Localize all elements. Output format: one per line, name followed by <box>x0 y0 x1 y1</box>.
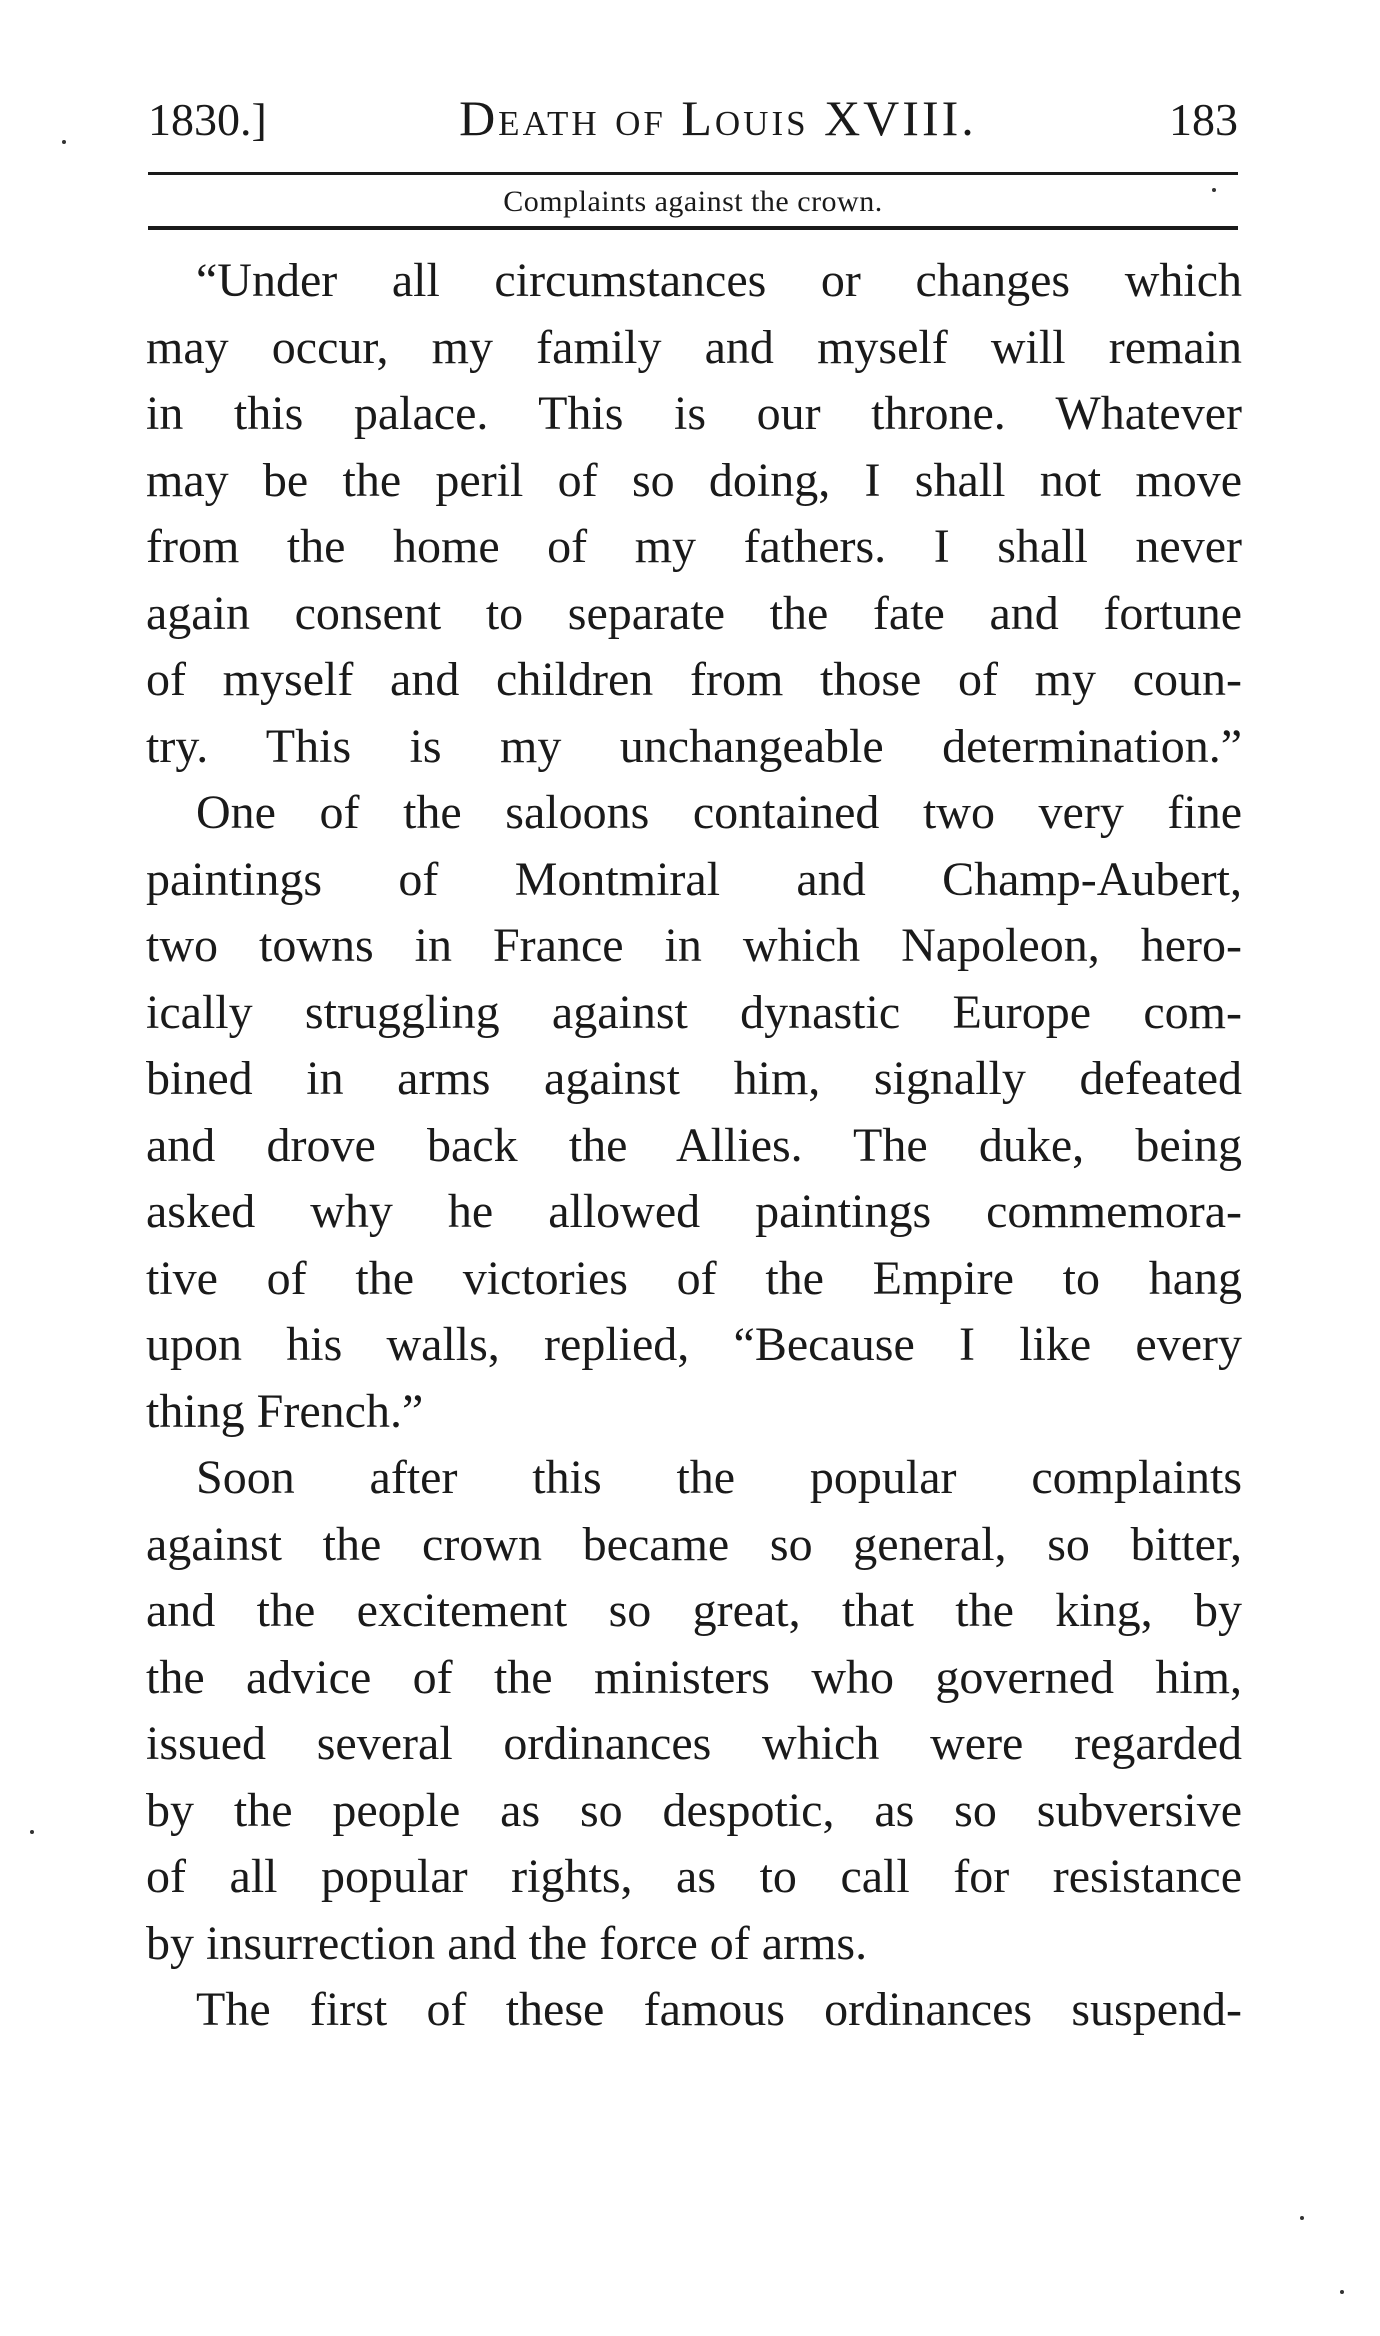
text-line: One of the saloons contained two very fine <box>196 786 1242 839</box>
text-line: from the home of my fathers. I shall never <box>146 520 1242 573</box>
text-line: paintings of Montmiral and Champ-Aubert, <box>146 852 1242 906</box>
scan-speck <box>1340 2290 1344 2294</box>
text-line: and the excitement so great, that the king, by <box>146 1584 1242 1637</box>
header-year: 1830.] <box>148 94 267 145</box>
text-line: try. This is my unchangeable determination.” <box>146 719 1242 773</box>
text-line: The first of these famous ordinances suspend- <box>196 1983 1242 2036</box>
header-title: Death of Louis XVIII. <box>459 90 977 146</box>
text-line: ically struggling against dynastic Europe com- <box>146 985 1242 1039</box>
text-line: asked why he allowed paintings commemora- <box>146 1185 1242 1238</box>
text-line: thing French.” <box>146 1384 424 1438</box>
text-line: the advice of the ministers who governed him, <box>146 1650 1242 1704</box>
text-line: in this palace. This is our throne. Whatever <box>146 387 1242 440</box>
scan-speck <box>1212 188 1216 192</box>
text-line: two towns in France in which Napoleon, hero- <box>146 919 1242 972</box>
text-line: of all popular rights, as to call for resistance <box>146 1850 1242 1903</box>
scan-speck <box>30 1830 34 1834</box>
text-line: and drove back the Allies. The duke, being <box>146 1118 1242 1172</box>
text-line: tive of the victories of the Empire to hang <box>146 1251 1242 1305</box>
scan-speck <box>62 140 66 144</box>
text-line: may occur, my family and myself will remain <box>146 320 1242 374</box>
header-rule-top <box>148 172 1238 175</box>
header-rule-bottom <box>148 226 1238 230</box>
text-line: may be the peril of so doing, I shall not move <box>146 453 1242 507</box>
running-head <box>148 86 1238 150</box>
body-text <box>146 248 1242 2044</box>
text-line: issued several ordinances which were regarded <box>146 1717 1242 1770</box>
section-subhead: Complaints against the crown. <box>503 185 883 218</box>
text-line: Soon after this the popular complaints <box>196 1451 1242 1504</box>
page-number: 183 <box>1169 94 1238 145</box>
text-line: against the crown became so general, so bitter, <box>146 1517 1242 1571</box>
text-line: of myself and children from those of my coun- <box>146 653 1242 706</box>
text-line: again consent to separate the fate and fortune <box>146 586 1242 640</box>
text-line: by insurrection and the force of arms. <box>146 1916 868 1970</box>
text-line: bined in arms against him, signally defeated <box>146 1052 1242 1105</box>
text-line: upon his walls, replied, “Because I like every <box>146 1318 1242 1371</box>
text-line: by the people as so despotic, as so subversive <box>146 1783 1242 1837</box>
scan-speck <box>1300 2216 1304 2220</box>
text-line: “Under all circumstances or changes which <box>196 254 1242 307</box>
